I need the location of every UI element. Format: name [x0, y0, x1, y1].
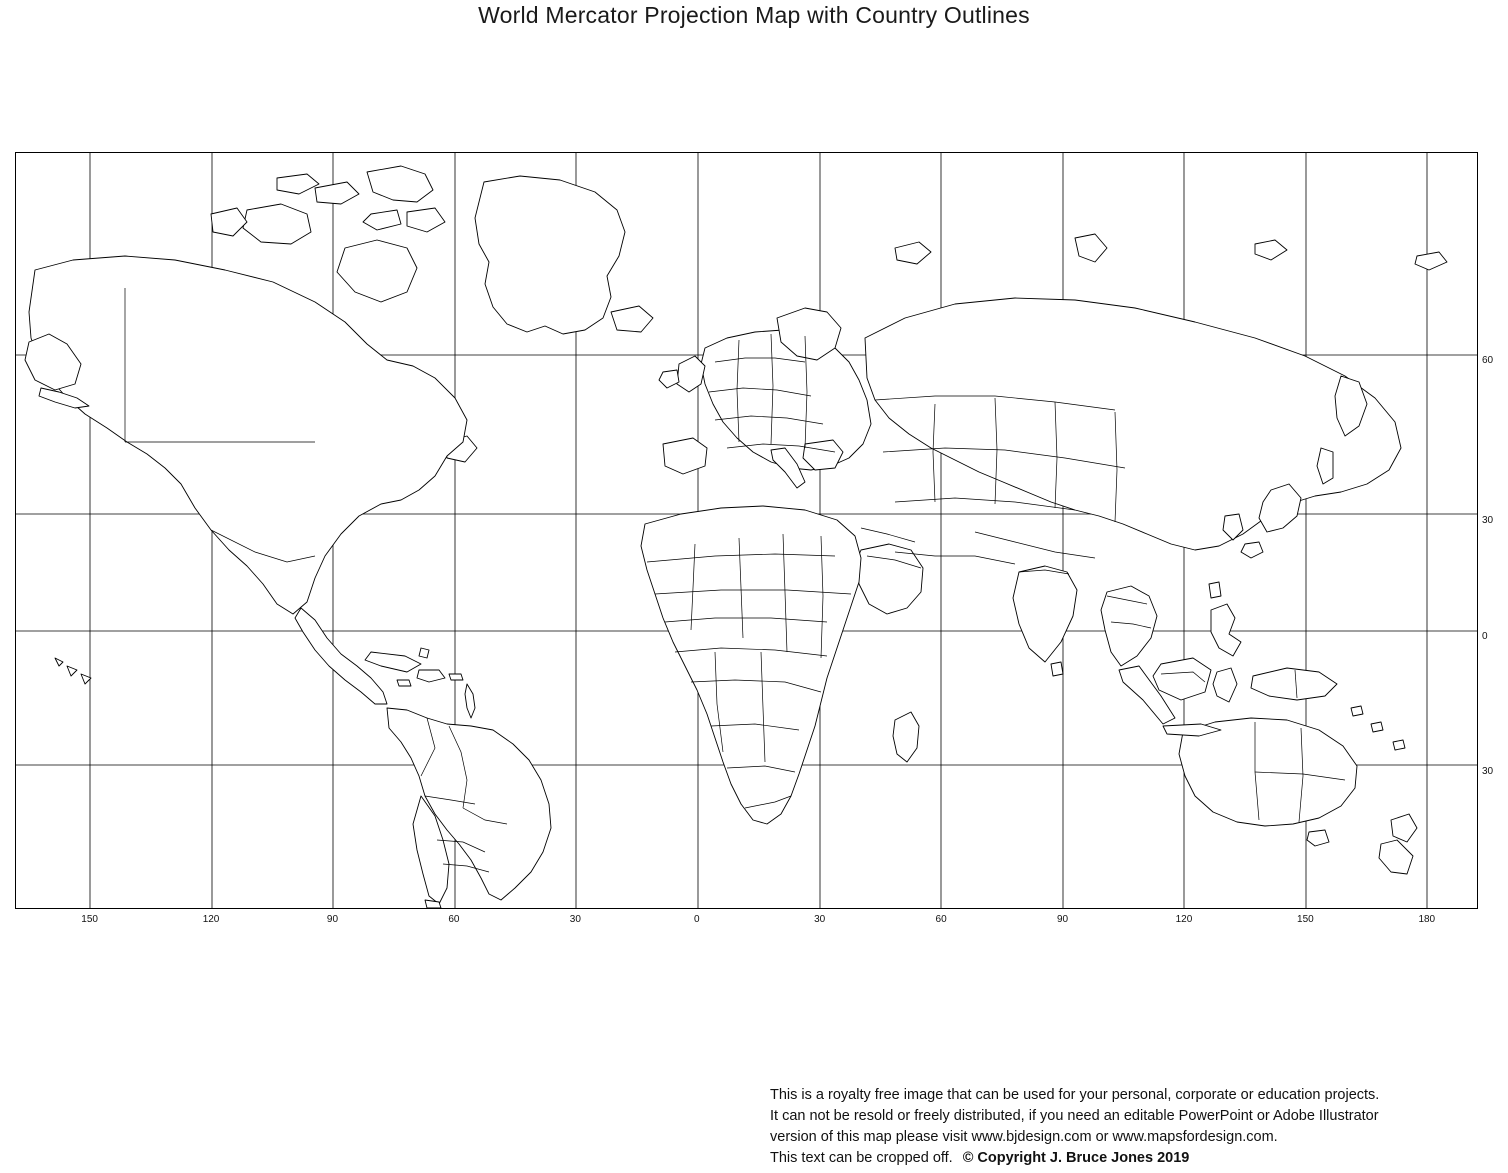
- latitude-axis: [1482, 152, 1506, 909]
- pacific-island-a: [1371, 722, 1383, 732]
- sri-lanka-outline: [1051, 662, 1063, 676]
- pacific-island-c: [1351, 706, 1363, 716]
- bahamas-outline: [419, 648, 429, 658]
- map-svg: [15, 152, 1478, 909]
- lon-label: 90: [1056, 914, 1069, 925]
- pacific-island-b: [1393, 740, 1405, 750]
- longitude-axis: [15, 914, 1478, 928]
- lat-label: 60: [1482, 354, 1494, 366]
- credit-line-4-wrapper: [770, 1148, 1500, 1169]
- puerto-rico-outline: [449, 674, 463, 680]
- credit-line-2: It can not be resold or freely distributed, if you need an editable PowerPoint or Adobe Illustrator: [770, 1108, 1379, 1124]
- credit-line-1: This is a royalty free image that can be used for your personal, corporate or education projects.: [770, 1087, 1380, 1103]
- credit-line-4: This text can be cropped off.: [770, 1150, 953, 1166]
- lon-label: 60: [448, 914, 460, 925]
- jamaica-outline: [397, 680, 411, 686]
- credit-block: [770, 1085, 1500, 1169]
- lon-label: 30: [814, 914, 826, 925]
- lat-label: 0: [1482, 631, 1488, 643]
- lon-label: 150: [81, 914, 98, 925]
- lon-label: 120: [1175, 914, 1193, 925]
- world-map: [15, 152, 1478, 909]
- lon-label: 120: [202, 914, 220, 925]
- credit-line-3: version of this map please visit www.bjdesign.com or www.mapsfordesign.com.: [770, 1129, 1278, 1145]
- lon-label: 150: [1297, 914, 1314, 925]
- lon-label: 60: [935, 914, 947, 925]
- lon-label: 30: [569, 914, 581, 925]
- copyright-notice: © Copyright J. Bruce Jones 2019: [962, 1150, 1190, 1166]
- lat-label: 30: [1482, 514, 1494, 526]
- lon-label: 90: [326, 914, 339, 925]
- lat-label: 30: [1482, 765, 1494, 777]
- greenland-outline: [475, 176, 625, 334]
- page-title: World Mercator Projection Map with Country Outlines: [478, 2, 1030, 28]
- lon-label: 180: [1418, 914, 1436, 925]
- taiwan-outline: [1209, 582, 1221, 598]
- lon-label: 0: [693, 914, 700, 925]
